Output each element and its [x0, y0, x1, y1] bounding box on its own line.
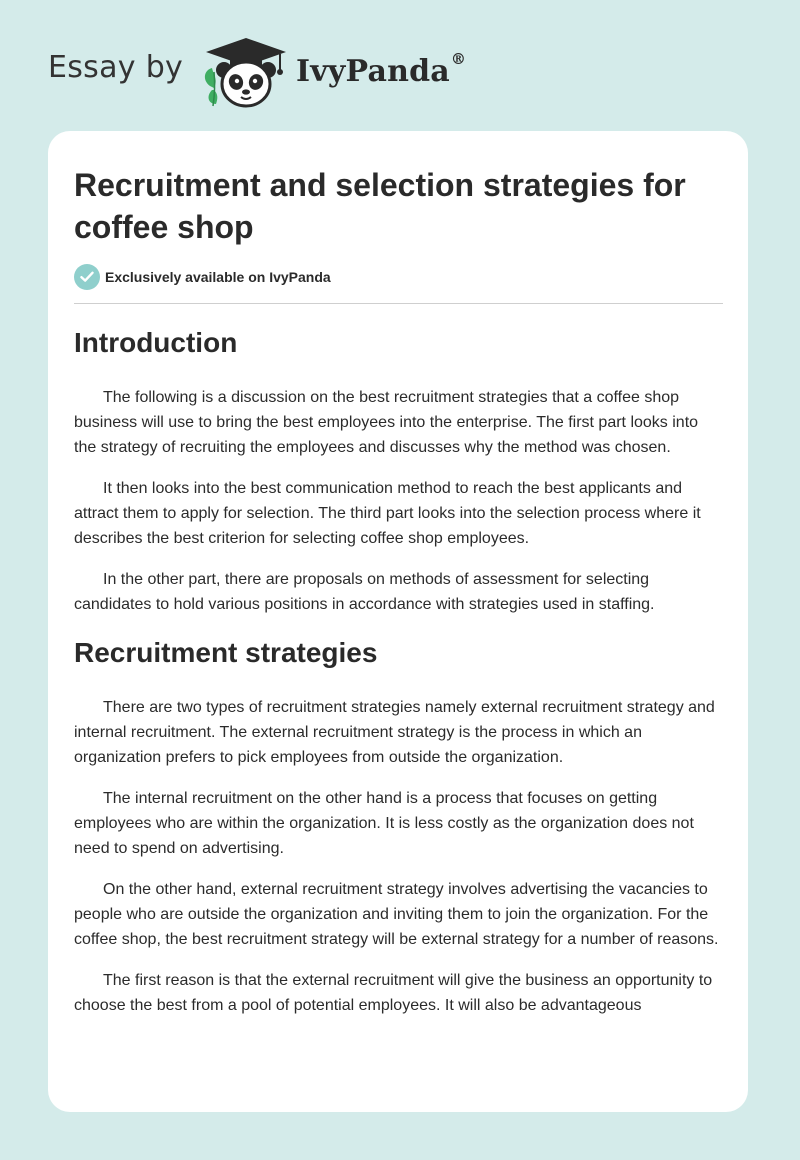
section-introduction [74, 323, 723, 617]
section-heading: Introduction [74, 327, 238, 358]
check-circle-icon [74, 264, 100, 290]
brand-logo-text[interactable] [296, 50, 467, 89]
essay-card [48, 131, 748, 1112]
paragraph: The first reason is that the external recruitment will give the business an opportunity to choose the best from a pool of potential employees. It will also be advantageous [74, 972, 713, 1014]
paragraph: On the other hand, external recruitment strategy involves advertising the vacancies to people who are outside the organization and inviting them to join the organization. For the coffee shop, the best recruitment strategy will be external strategy for a number of reasons. [74, 881, 719, 948]
section-heading: Recruitment strategies [74, 637, 378, 668]
registered-mark: ® [450, 50, 467, 68]
article-body [74, 323, 723, 1034]
exclusive-label: Exclusively available on IvyPanda [105, 269, 331, 285]
essay-by-label: Essay by [48, 50, 184, 85]
title-divider [74, 303, 723, 304]
section-recruitment-strategies [74, 633, 723, 1018]
paragraph: There are two types of recruitment strategies namely external recruitment strategy and internal recruitment. The external recruitment strategy is the process in which an organization prefers to pick employees from outside the organization. [74, 699, 715, 766]
exclusive-badge [74, 264, 331, 290]
paragraph: In the other part, there are proposals on methods of assessment for selecting candidates to hold various positions in accordance with strategies used in staffing. [74, 571, 655, 613]
panda-graduation-cap-icon[interactable] [200, 34, 292, 110]
brand-name: IvyPanda [296, 54, 450, 89]
site-header [0, 0, 800, 128]
paragraph: The internal recruitment on the other hand is a process that focuses on getting employees who are within the organization. It is less costly as the organization does not need to spend on advertising. [74, 790, 694, 857]
paragraph: The following is a discussion on the best recruitment strategies that a coffee shop business will use to bring the best employees into the enterprise. The first part looks into the strategy of recruiting the employees and discusses why the method was chosen. [74, 389, 699, 456]
page-title: Recruitment and selection strategies for coffee shop [74, 167, 686, 245]
paragraph: It then looks into the best communication method to reach the best applicants and attract them to apply for selection. The third part looks into the selection process where it describes the best criterion for selecting coffee shop employees. [74, 480, 701, 547]
